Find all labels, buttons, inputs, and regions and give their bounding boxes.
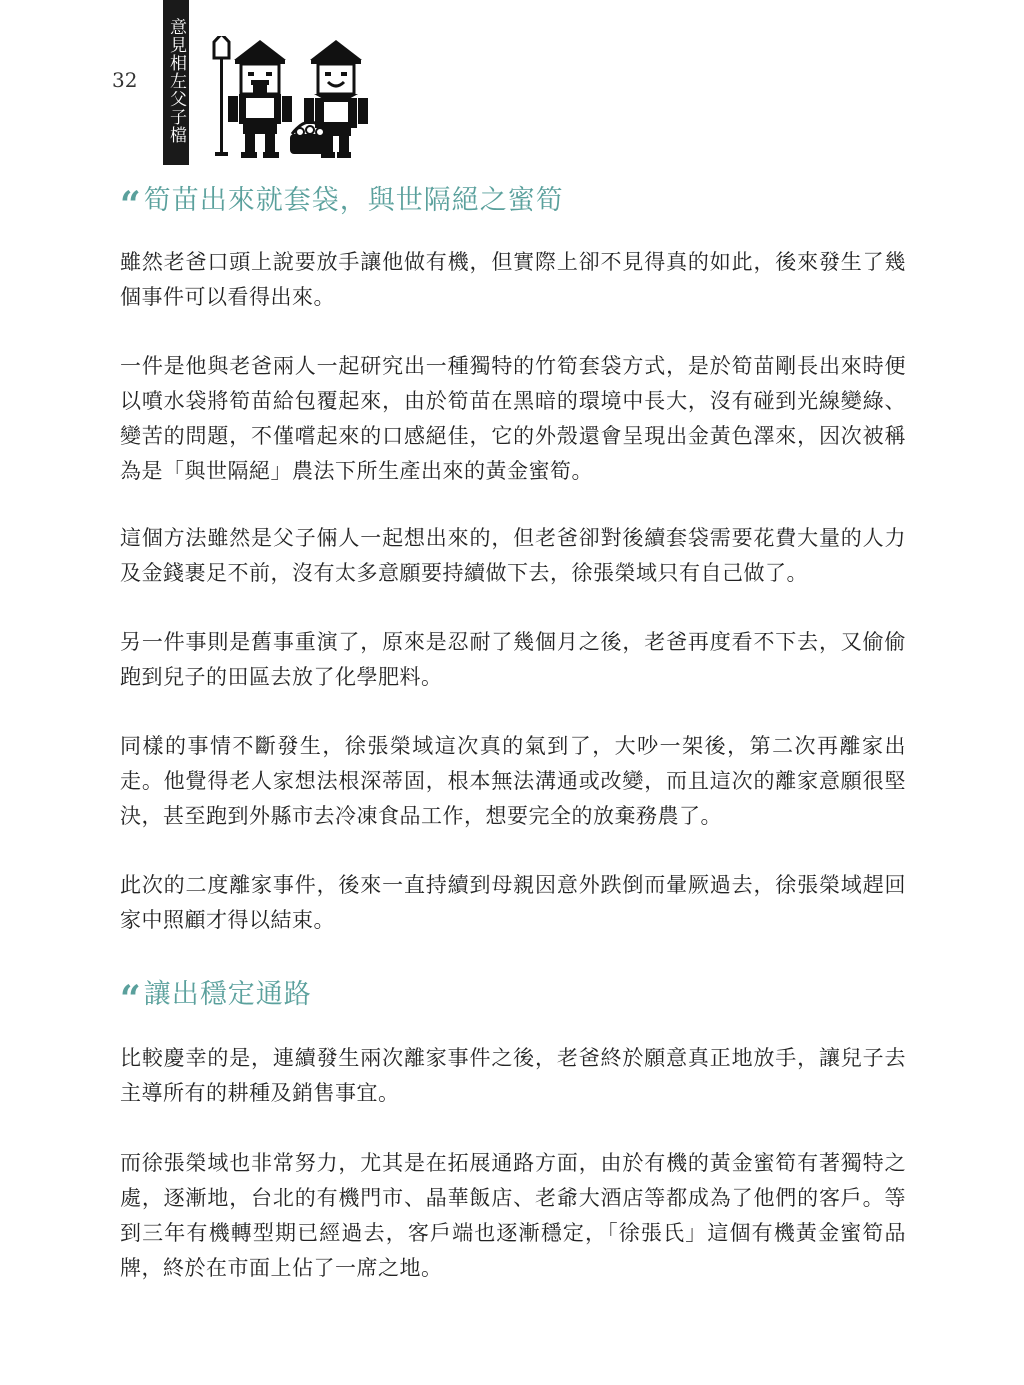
quote-mark-icon: “ [120,184,142,226]
father-son-farmers-illustration [208,36,373,162]
son-figure [290,40,368,158]
paragraph: 雖然老爸口頭上說要放手讓他做有機，但實際上卻不見得真的如此，後來發生了幾個事件可以看得出來。 [120,250,906,309]
paragraph: 這個方法雖然是父子倆人一起想出來的，但老爸卻對後續套袋需要花費大量的人力及金錢裹足不前，沒有太多意願要持續做下去，徐張榮域只有自己做了。 [120,526,906,585]
paragraph: 而徐張榮域也非常努力，尤其是在拓展通路方面，由於有機的黃金蜜筍有著獨特之處，逐漸地，台北的有機門市、晶華飯店、老爺大酒店等都成為了他們的客戶。等到三年有機轉型期已經過去，客戶端也逐漸穩定，「徐張氏」這個有機黃金蜜筍品牌，終於在市面上佔了一席之地。 [120,1151,906,1280]
section-heading-1 [120,178,564,226]
page-number: 32 [112,68,138,92]
chapter-tab [163,0,189,165]
chapter-tab-label: 意見相左父子檔 [166,18,186,144]
paragraph: 另一件事則是舊事重演了，原來是忍耐了幾個月之後，老爸再度看不下去，又偷偷跑到兒子的田區去放了化學肥料。 [120,630,906,689]
paragraph: 此次的二度離家事件，後來一直持續到母親因意外跌倒而暈厥過去，徐張榮域趕回家中照顧才得以結束。 [120,873,906,932]
father-figure [214,36,292,158]
section-heading-1-text: 筍苗出來就套袋，與世隔絕之蜜筍 [143,185,564,216]
quote-mark-icon: “ [120,978,142,1020]
paragraph: 比較慶幸的是，連續發生兩次離家事件之後，老爸終於願意真正地放手，讓兒子去主導所有的耕種及銷售事宜。 [120,1046,906,1105]
paragraph: 一件是他與老爸兩人一起研究出一種獨特的竹筍套袋方式，是於筍苗剛長出來時便以噴水袋將筍苗給包覆起來，由於筍苗在黑暗的環境中長大，沒有碰到光線變綠、變苦的問題，不僅嚐起來的口感絕佳，它的外殼還會呈現出金黃色澤來，因次被稱為是「與世隔絕」農法下所生產出來的黃金蜜筍。 [120,354,906,483]
section-heading-2-text: 讓出穩定通路 [143,979,312,1010]
section-heading-2 [120,972,312,1020]
paragraph: 同樣的事情不斷發生，徐張榮域這次真的氣到了，大吵一架後，第二次再離家出走。他覺得老人家想法根深蒂固，根本無法溝通或改變，而且這次的離家意願很堅決，甚至跑到外縣市去冷凍食品工作，想要完全的放棄務農了。 [120,734,906,828]
